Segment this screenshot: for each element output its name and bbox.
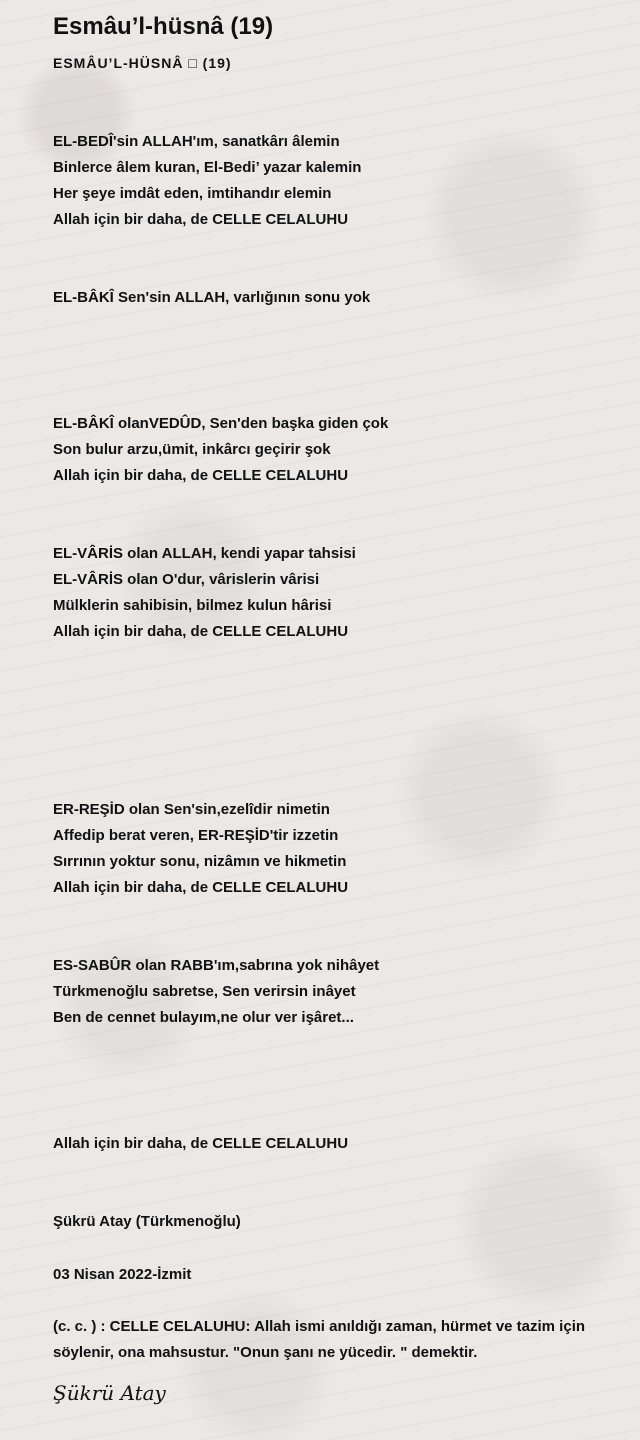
- poem-note: (c. c. ) : CELLE CELALUHU: Allah ismi anıldığı zaman, hürmet ve tazim için söylenir, ona mahsustur. "Onun şanı ne yücedir. " demektir.: [53, 1318, 586, 1361]
- poem-line: ER-REŞİD olan Sen'sin,ezelîdir nimetin: [53, 801, 330, 818]
- poem-author: Şükrü Atay (Türkmenoğlu): [53, 1213, 241, 1230]
- poem-line: Allah için bir daha, de CELLE CELALUHU: [53, 467, 349, 484]
- poem-line: Allah için bir daha, de CELLE CELALUHU: [53, 211, 349, 228]
- poem-line: Son bulur arzu,ümit, inkârcı geçirir şok: [53, 441, 331, 458]
- poem-line: EL-BÂKÎ Sen'sin ALLAH, varlığının sonu yok: [53, 289, 371, 306]
- poem-line: Binlerce âlem kuran, El-Bedi’ yazar kalemin: [53, 159, 362, 176]
- poem-line: Allah için bir daha, de CELLE CELALUHU: [53, 623, 349, 640]
- poem-line: Sırrının yoktur sonu, nizâmın ve hikmetin: [53, 853, 347, 870]
- poem-line: Her şeye imdât eden, imtihandır elemin: [53, 185, 332, 202]
- poem-subtitle: ESMÂU’L-HÜSNÂ □ (19): [53, 55, 232, 71]
- poem-line: EL-BEDÎ'sin ALLAH'ım, sanatkârı âlemin: [53, 133, 340, 150]
- poem-line: Allah için bir daha, de CELLE CELALUHU: [53, 1135, 349, 1152]
- poem-line: Türkmenoğlu sabretse, Sen verirsin inâyet: [53, 983, 356, 1000]
- poem-line: Allah için bir daha, de CELLE CELALUHU: [53, 879, 349, 896]
- poem-line: ES-SABÛR olan RABB'ım,sabrına yok nihâyet: [53, 957, 380, 974]
- poem-date: 03 Nisan 2022-İzmit: [53, 1266, 192, 1283]
- poem-line: Ben de cennet bulayım,ne olur ver işâret...: [53, 1009, 354, 1026]
- poem-line: EL-BÂKÎ olanVEDÛD, Sen'den başka giden çok: [53, 415, 389, 432]
- author-signature: Şükrü Atay: [53, 1381, 166, 1405]
- poem-line: EL-VÂRİS olan ALLAH, kendi yapar tahsisi: [53, 545, 356, 562]
- poem-title: Esmâu’l-hüsnâ (19): [53, 13, 274, 40]
- poem-line: Mülklerin sahibisin, bilmez kulun hârisi: [53, 597, 332, 614]
- poem-line: Affedip berat veren, ER-REŞİD'tir izzetin: [53, 827, 339, 844]
- poem-line: EL-VÂRİS olan O'dur, vârislerin vârisi: [53, 571, 320, 588]
